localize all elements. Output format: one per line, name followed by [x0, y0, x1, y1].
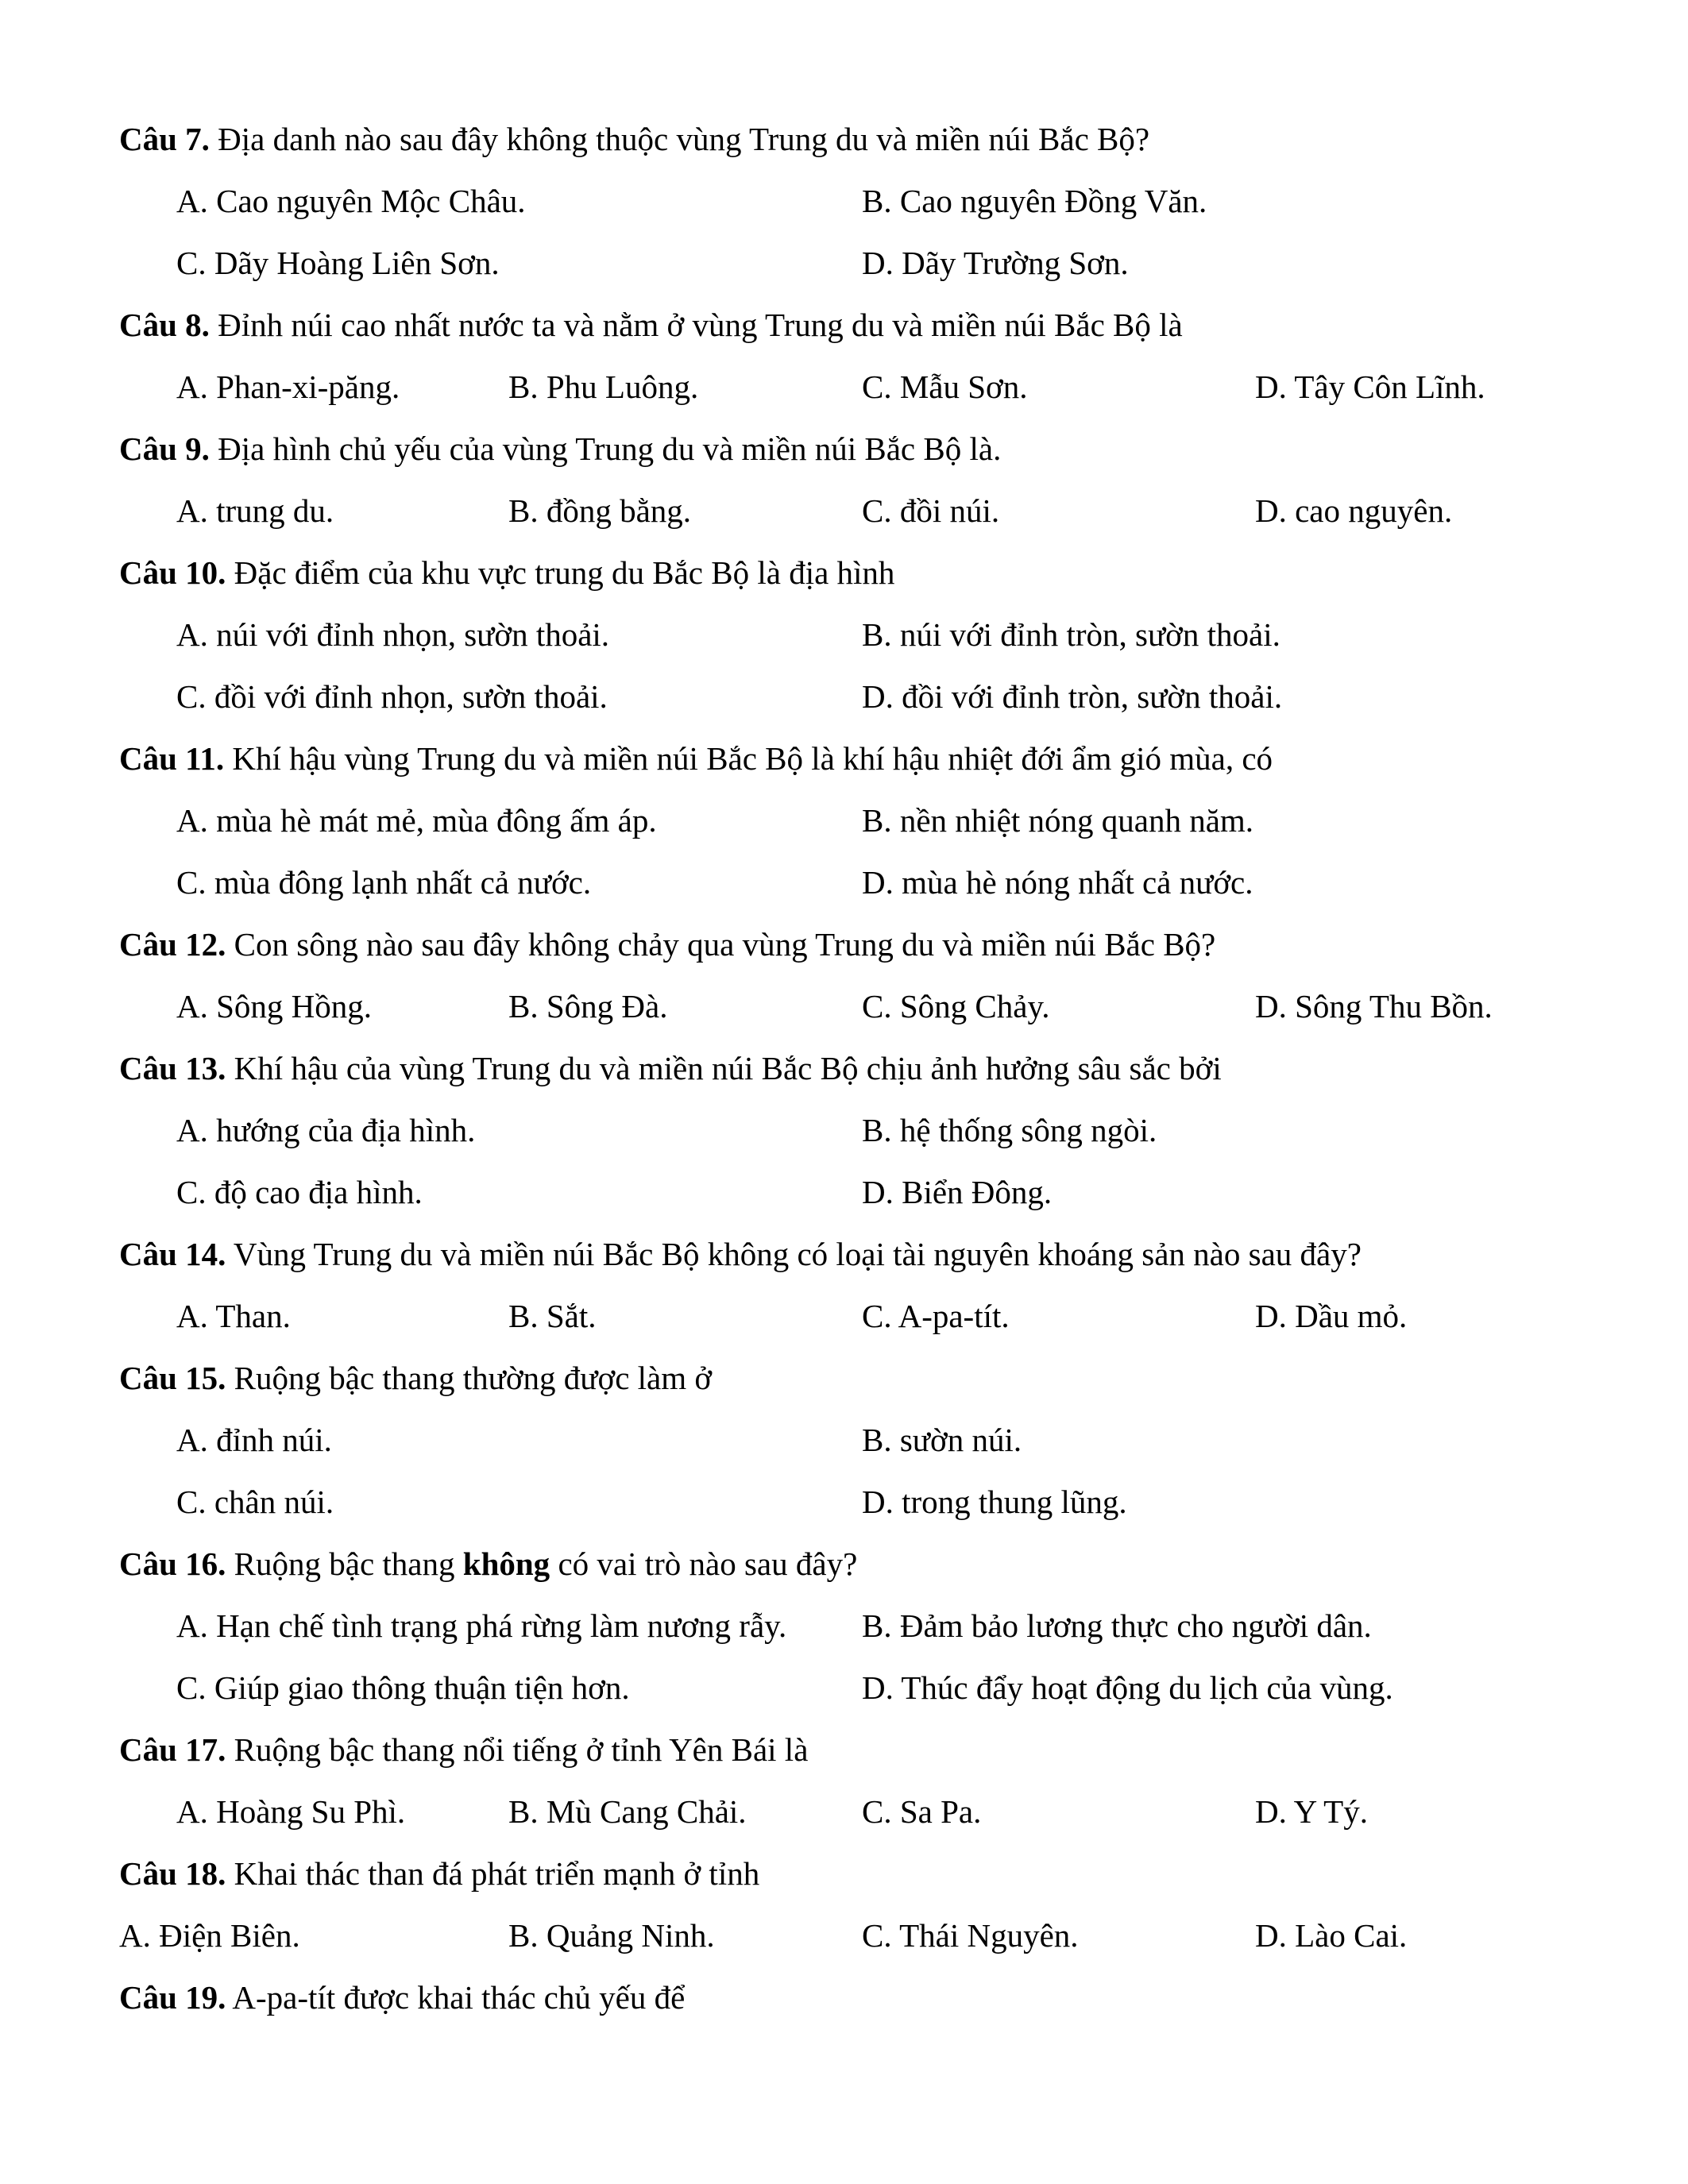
option-a: A. Sông Hồng. [176, 988, 373, 1024]
option-c: C. Mẫu Sơn. [862, 369, 1028, 405]
question-12 [0, 913, 1688, 975]
option-d: D. Tây Côn Lĩnh. [1255, 369, 1485, 405]
options-row [0, 1781, 1688, 1843]
question-14 [0, 1223, 1688, 1285]
option-d: D. Lào Cai. [1255, 1917, 1408, 1954]
options-row [0, 666, 1688, 727]
question-17 [0, 1719, 1688, 1781]
option-a: A. Phan-xi-păng. [176, 369, 400, 405]
question-stem: Khai thác than đá phát triển mạnh ở tỉnh [226, 1855, 760, 1892]
option-c: C. chân núi. [176, 1484, 334, 1520]
option-a: A. Than. [176, 1298, 291, 1334]
option-c: C. Sông Chảy. [862, 988, 1050, 1024]
option-c: C. mùa đông lạnh nhất cả nước. [176, 864, 592, 901]
options-row [0, 480, 1688, 542]
option-a: A. mùa hè mát mẻ, mùa đông ấm áp. [176, 802, 657, 839]
options-row [0, 1099, 1688, 1161]
question-label: Câu 18. [119, 1855, 226, 1892]
question-18 [0, 1843, 1688, 1904]
question-stem: Ruộng bậc thang nổi tiếng ở tỉnh Yên Bái là [226, 1731, 809, 1768]
option-d: D. đồi với đỉnh tròn, sườn thoải. [862, 678, 1283, 715]
question-label: Câu 17. [119, 1731, 226, 1768]
option-d: D. Biển Đông. [862, 1174, 1053, 1210]
question-stem: Địa danh nào sau đây không thuộc vùng Trung du và miền núi Bắc Bộ? [209, 121, 1150, 157]
question-10 [0, 542, 1688, 604]
question-stem: Ruộng bậc thang [226, 1545, 463, 1582]
option-c: C. đồi núi. [862, 492, 1000, 529]
question-stem: Con sông nào sau đây không chảy qua vùng Trung du và miền núi Bắc Bộ? [226, 926, 1216, 963]
option-b: B. Đảm bảo lương thực cho người dân. [862, 1607, 1372, 1644]
option-c: C. độ cao địa hình. [176, 1174, 423, 1210]
question-label: Câu 19. [119, 1979, 226, 2016]
options-row [0, 851, 1688, 913]
option-d: D. Dầu mỏ. [1255, 1298, 1408, 1334]
options-row [0, 1904, 1688, 1966]
question-label: Câu 12. [119, 926, 226, 963]
option-b: B. Cao nguyên Đồng Văn. [862, 183, 1207, 219]
option-b: B. Sông Đà. [508, 988, 668, 1024]
option-d: D. trong thung lũng. [862, 1484, 1127, 1520]
option-a: A. Điện Biên. [119, 1917, 300, 1954]
question-9 [0, 418, 1688, 480]
option-b: B. sườn núi. [862, 1422, 1022, 1458]
option-a: A. núi với đỉnh nhọn, sườn thoải. [176, 616, 610, 653]
question-label: Câu 10. [119, 554, 226, 591]
option-b: B. Sắt. [508, 1298, 597, 1334]
question-stem: Địa hình chủ yếu của vùng Trung du và miền núi Bắc Bộ là. [209, 430, 1002, 467]
option-a: A. Hoàng Su Phì. [176, 1793, 406, 1830]
question-label: Câu 7. [119, 121, 210, 157]
option-a: A. hướng của địa hình. [176, 1112, 476, 1148]
question-stem: A-pa-tít được khai thác chủ yếu để [226, 1979, 686, 2016]
question-stem: Khí hậu vùng Trung du và miền núi Bắc Bộ là khí hậu nhiệt đới ẩm gió mùa, có [224, 740, 1273, 777]
question-stem: Đỉnh núi cao nhất nước ta và nằm ở vùng Trung du và miền núi Bắc Bộ là [209, 307, 1183, 343]
question-stem: Khí hậu của vùng Trung du và miền núi Bắc Bộ chịu ảnh hưởng sâu sắc bởi [226, 1050, 1222, 1086]
question-16 [0, 1533, 1688, 1595]
option-b: B. đồng bằng. [508, 492, 692, 529]
question-13 [0, 1037, 1688, 1099]
question-label: Câu 14. [119, 1236, 226, 1272]
options-row [0, 1285, 1688, 1347]
option-d: D. Thúc đẩy hoạt động du lịch của vùng. [862, 1669, 1393, 1706]
question-stem-emphasis: không [462, 1545, 550, 1582]
options-row [0, 1595, 1688, 1657]
option-d: D. cao nguyên. [1255, 492, 1453, 529]
options-row [0, 789, 1688, 851]
option-b: B. hệ thống sông ngòi. [862, 1112, 1157, 1148]
option-a: A. đỉnh núi. [176, 1422, 332, 1458]
question-7 [0, 108, 1688, 170]
question-stem: Ruộng bậc thang thường được làm ở [226, 1360, 713, 1396]
option-b: B. núi với đỉnh tròn, sườn thoải. [862, 616, 1280, 653]
option-a: A. Cao nguyên Mộc Châu. [176, 183, 526, 219]
option-d: D. Sông Thu Bồn. [1255, 988, 1493, 1024]
option-b: B. Phu Luông. [508, 369, 699, 405]
option-b: B. nền nhiệt nóng quanh năm. [862, 802, 1254, 839]
question-label: Câu 11. [119, 740, 225, 777]
option-d: D. Y Tý. [1255, 1793, 1368, 1830]
option-c: C. Thái Nguyên. [862, 1917, 1079, 1954]
option-b: B. Quảng Ninh. [508, 1917, 715, 1954]
option-d: D. Dãy Trường Sơn. [862, 245, 1129, 281]
options-row [0, 1471, 1688, 1533]
options-row [0, 170, 1688, 232]
question-label: Câu 15. [119, 1360, 226, 1396]
option-c: C. Sa Pa. [862, 1793, 982, 1830]
options-row [0, 1409, 1688, 1471]
question-label: Câu 8. [119, 307, 210, 343]
option-d: D. mùa hè nóng nhất cả nước. [862, 864, 1253, 901]
options-row [0, 975, 1688, 1037]
options-row [0, 1657, 1688, 1719]
options-row [0, 604, 1688, 666]
options-row [0, 356, 1688, 418]
question-8 [0, 294, 1688, 356]
option-c: C. Dãy Hoàng Liên Sơn. [176, 245, 500, 281]
question-stem: Vùng Trung du và miền núi Bắc Bộ không có loại tài nguyên khoáng sản nào sau đây? [226, 1236, 1362, 1272]
question-11 [0, 727, 1688, 789]
question-label: Câu 13. [119, 1050, 226, 1086]
question-15 [0, 1347, 1688, 1409]
options-row [0, 1161, 1688, 1223]
question-stem: có vai trò nào sau đây? [550, 1545, 858, 1582]
option-c: C. A-pa-tít. [862, 1298, 1010, 1334]
option-a: A. trung du. [176, 492, 334, 529]
question-stem: Đặc điểm của khu vực trung du Bắc Bộ là địa hình [226, 554, 895, 591]
option-b: B. Mù Cang Chải. [508, 1793, 747, 1830]
option-a: A. Hạn chế tình trạng phá rừng làm nương rẫy. [176, 1607, 787, 1644]
options-row [0, 232, 1688, 294]
option-c: C. đồi với đỉnh nhọn, sườn thoải. [176, 678, 608, 715]
question-label: Câu 16. [119, 1545, 226, 1582]
option-c: C. Giúp giao thông thuận tiện hơn. [176, 1669, 630, 1706]
question-19 [0, 1966, 1688, 2028]
question-label: Câu 9. [119, 430, 210, 467]
